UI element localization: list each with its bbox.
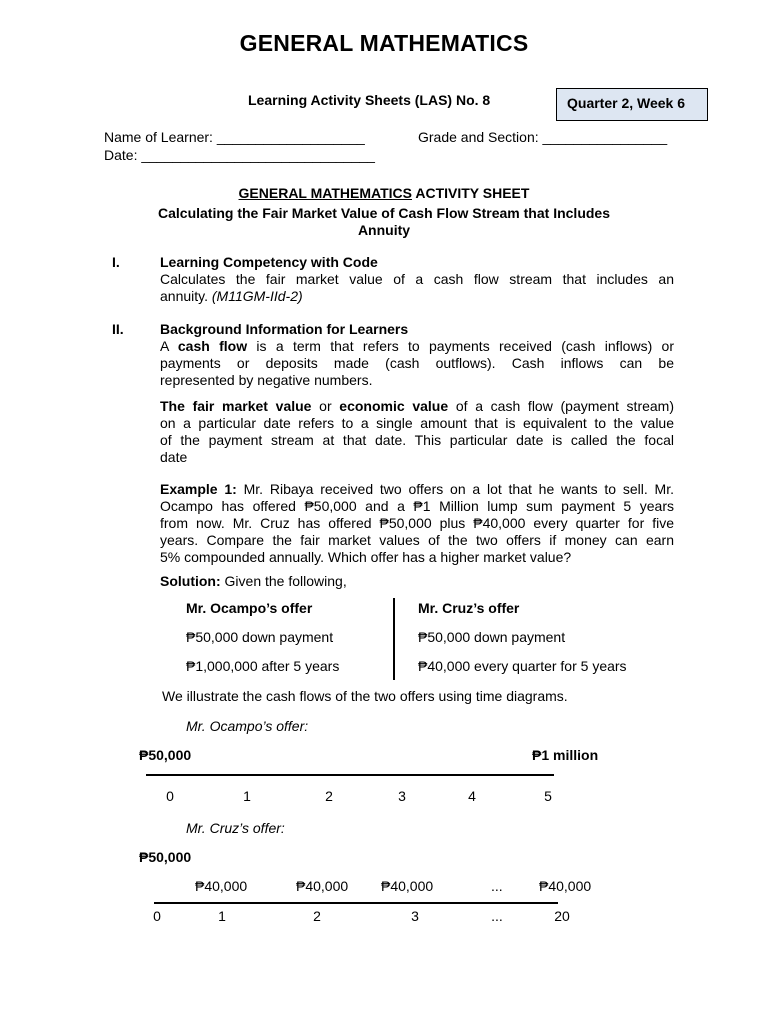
- ocampo-tick-5: 5: [544, 788, 552, 804]
- example-line-1: [160, 481, 674, 498]
- example-line-2: Ocampo has offered ₱50,000 and a ₱1 Million lump sum payment 5 years: [160, 498, 674, 514]
- example-line-5: 5% compounded annually. Which offer has a higher market value?: [160, 549, 572, 565]
- cruz-diagram-caption: Mr. Cruz’s offer:: [186, 820, 285, 836]
- cruz-amount-20: ₱40,000: [539, 878, 592, 894]
- example-line-4: years. Compare the fair market values of the two offers if money can earn: [160, 532, 674, 548]
- cruz-quarterly: ₱40,000 every quarter for 5 years: [418, 658, 627, 674]
- sheet-subtitle-2: Annuity: [357, 222, 411, 238]
- cruz-amount-1: ₱40,000: [195, 878, 248, 894]
- cash-flow-line-1: [160, 338, 674, 355]
- example-1-paragraph: [160, 481, 674, 566]
- competency-code: (M11GM-IId-2): [211, 288, 303, 304]
- cruz-amount-3: ₱40,000: [381, 878, 434, 894]
- ocampo-tick-4: 4: [468, 788, 476, 804]
- solution-text: Given the following,: [220, 573, 347, 589]
- example-line-3: from now. Mr. Cruz has offered ₱50,000 plus ₱40,000 every quarter for five: [160, 515, 674, 531]
- ocampo-diagram-caption: Mr. Ocampo’s offer:: [186, 718, 309, 734]
- example-label: Example 1:: [160, 481, 237, 497]
- term-fair-market-value: The fair market value: [160, 398, 312, 414]
- section-1-line-2-text: annuity.: [160, 288, 212, 304]
- cruz-tick-1: 1: [218, 908, 226, 924]
- cash-flow-line-1-a: A: [160, 338, 178, 354]
- cash-flow-line-2: payments or deposits made (cash outflows). Cash inflows can be: [160, 355, 674, 371]
- cruz-timeline: [154, 902, 558, 904]
- fmv-line-4: date: [160, 449, 188, 465]
- ocampo-tick-2: 2: [325, 788, 333, 804]
- section-1-heading: Learning Competency with Code: [160, 254, 378, 270]
- fmv-line-2: on a particular date refers to a single amount that is equivalent to the value: [160, 415, 674, 431]
- ocampo-offer-heading: Mr. Ocampo’s offer: [186, 600, 313, 616]
- cruz-tick-2: 2: [313, 908, 321, 924]
- las-number: Learning Activity Sheets (LAS) No. 8: [248, 92, 491, 108]
- fmv-line-1-or: or: [311, 398, 340, 414]
- ocampo-timeline: [146, 774, 554, 776]
- cruz-down-payment: ₱50,000 down payment: [418, 629, 566, 645]
- solution-label: Solution:: [160, 573, 221, 589]
- sheet-title-underlined: GENERAL MATHEMATICS: [238, 185, 412, 201]
- term-cash-flow: cash flow: [177, 338, 248, 354]
- section-1-line-1: Calculates the fair market value of a cash flow stream that includes an: [160, 271, 674, 287]
- fmv-line-1-rest: of a cash flow (payment stream): [448, 398, 675, 414]
- date-field: Date: ______________________________: [104, 147, 375, 163]
- ocampo-lump-sum: ₱1,000,000 after 5 years: [186, 658, 340, 674]
- term-economic-value: economic value: [339, 398, 449, 414]
- cruz-tick-0: 0: [153, 908, 161, 924]
- illustrate-text: We illustrate the cash flows of the two offers using time diagrams.: [162, 688, 568, 704]
- section-2-heading: Background Information for Learners: [160, 321, 409, 337]
- solution-line: [160, 573, 347, 589]
- quarter-badge: Quarter 2, Week 6: [556, 88, 708, 121]
- cruz-tick-ellipsis: ...: [491, 908, 503, 924]
- cruz-tick-20: 20: [554, 908, 570, 924]
- page-title: GENERAL MATHEMATICS: [239, 30, 529, 56]
- section-2-number: II.: [112, 321, 124, 337]
- ocampo-tick-1: 1: [243, 788, 251, 804]
- section-1-number: I.: [112, 254, 120, 270]
- offers-divider: [393, 598, 395, 680]
- cruz-diagram-down: ₱50,000: [139, 849, 192, 865]
- section-1-text: [160, 271, 674, 305]
- sheet-title-rest: ACTIVITY SHEET: [411, 185, 530, 201]
- cash-flow-line-1-c: is a term that refers to payments received (cash inflows) or: [247, 338, 674, 354]
- ocampo-diagram-lump: ₱1 million: [532, 747, 599, 763]
- fmv-line-3: of the payment stream at that date. This particular date is called the focal: [160, 432, 674, 448]
- sheet-title: [0, 185, 768, 201]
- cash-flow-line-3: represented by negative numbers.: [160, 372, 373, 388]
- cruz-tick-3: 3: [411, 908, 419, 924]
- fmv-line-1: [160, 398, 674, 415]
- example-line-1-text: Mr. Ribaya received two offers on a lot that he wants to sell. Mr.: [236, 481, 674, 497]
- cash-flow-paragraph: [160, 338, 674, 389]
- cruz-offer-heading: Mr. Cruz’s offer: [418, 600, 520, 616]
- ocampo-down-payment: ₱50,000 down payment: [186, 629, 334, 645]
- ocampo-tick-0: 0: [166, 788, 174, 804]
- cruz-amount-ellipsis: ...: [491, 878, 503, 894]
- grade-section-field: Grade and Section: ________________: [418, 129, 668, 145]
- section-1-line-2: [160, 288, 674, 305]
- ocampo-diagram-down: ₱50,000: [139, 747, 192, 763]
- ocampo-tick-3: 3: [398, 788, 406, 804]
- fair-market-value-paragraph: [160, 398, 674, 466]
- sheet-subtitle-1: Calculating the Fair Market Value of Cash Flow Stream that Includes: [158, 205, 610, 221]
- learner-name-field: Name of Learner: ___________________: [104, 129, 365, 145]
- cruz-amount-2: ₱40,000: [296, 878, 349, 894]
